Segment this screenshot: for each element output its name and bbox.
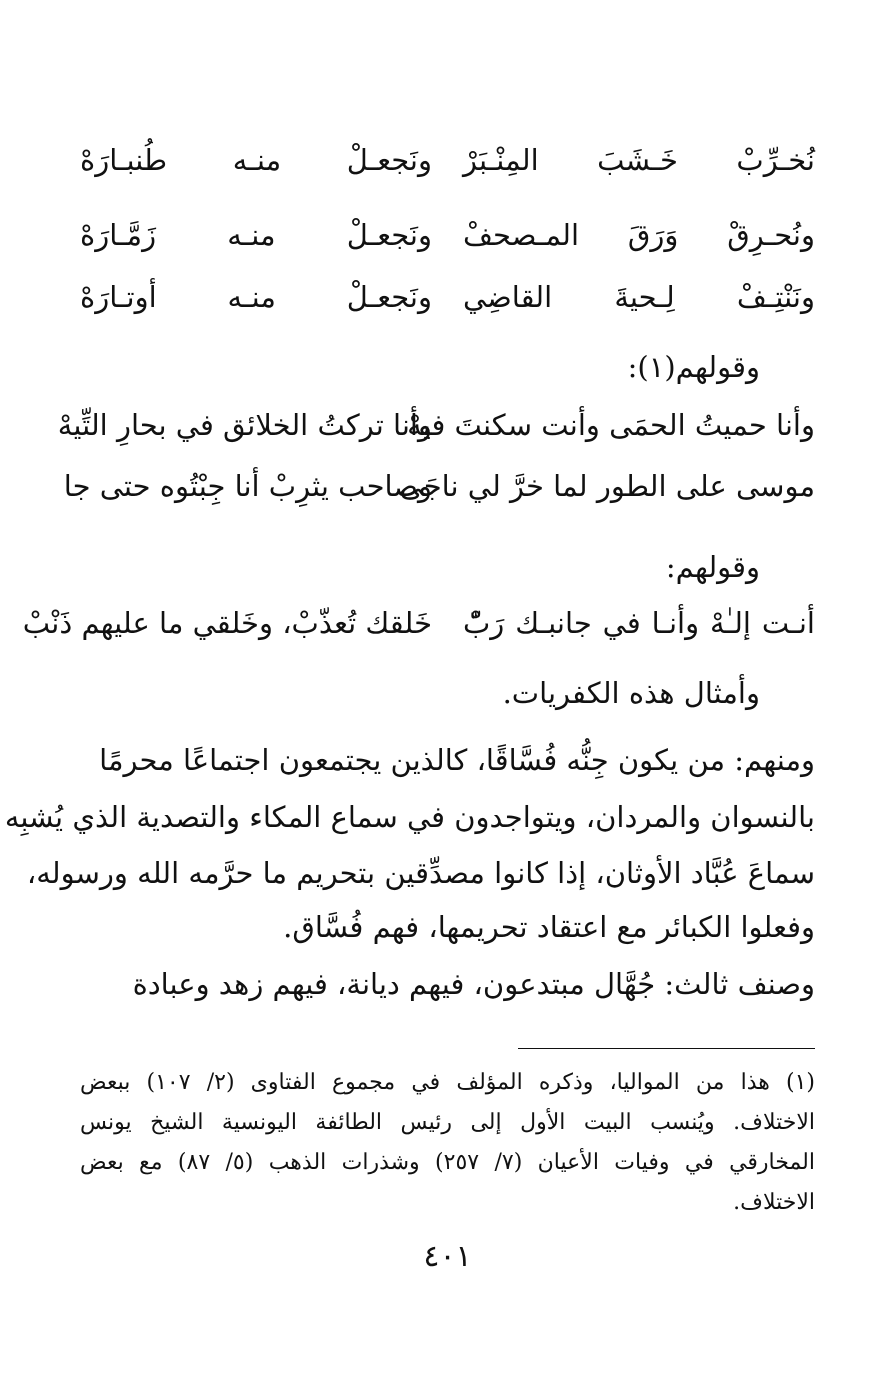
footnote-line: (١) هذا من المواليا، وذكره المؤلف في مجموع الفتاوى (٢/ ١٠٧) ببعض [80, 1070, 816, 1095]
poem-verse [80, 135, 815, 185]
verse-second-hemistich: خَلقك تُعذّبْ، وخَلقي ما عليهم ذَنْبْ [22, 606, 432, 640]
verse-first-hemistich: نُخـرِّبْ خَـشَبَ المِنْـبَرْ [463, 143, 815, 177]
page-number: ٤٠١ [423, 1239, 472, 1274]
verse-first-hemistich: ونُحـرِقْ وَرَقَ المـصحفْ [463, 218, 815, 252]
poem-verse [57, 400, 815, 450]
poem-verse [63, 461, 815, 511]
poem-verse [80, 272, 815, 322]
verse-second-hemistich: وصاحب يثرِبْ أنا جِبْتُوه حتى جا [63, 469, 432, 503]
verse-second-hemistich: ونَجعـلْ منـه زَمَّـارَهْ [80, 218, 432, 252]
paragraph-line: وفعلوا الكبائر مع اعتقاد تحريمها، فهم فُسَّاق. [283, 910, 815, 944]
verse-second-hemistich: ونَجعـلْ منـه أوتـارَهْ [80, 280, 432, 314]
book-page [4, 0, 816, 1391]
footnote-line: الاختلاف. ويُنسب البيت الأول إلى رئيس الطائفة اليونسية الشيخ يونس [80, 1110, 815, 1135]
paragraph-line: ومنهم: من يكون جِنُّه فُسَّاقًا، كالذين يجتمعون اجتماعًا محرمًا [99, 743, 815, 777]
paragraph-line: سماعَ عُبَّاد الأوثان، إذا كانوا مصدِّقين بتحريم ما حرَّمه الله ورسوله، [26, 856, 815, 890]
verse-second-hemistich: وأنا تركتُ الخلائق في بحارِ التِّيهْ [57, 408, 432, 442]
paragraph-line: بالنسوان والمردان، ويتواجدون في سماع المكاء والتصدية الذي يُشبِه [4, 800, 815, 834]
verse-first-hemistich: وأنا حميتُ الحمَى وأنت سكنتَ فيهْ [407, 408, 815, 442]
paragraph-line: وصنف ثالث: جُهَّال مبتدعون، فيهم ديانة، فيهم زهد وعبادة [132, 967, 815, 1001]
quote-intro-label: وقولهم: [665, 550, 760, 584]
poem-verse [22, 598, 815, 648]
footnote-line: المخارقي في وفيات الأعيان (٧/ ٢٥٧) وشذرات الذهب (٥/ ٨٧) مع بعض [80, 1150, 815, 1175]
verse-first-hemistich: ونَنْتِـفْ لِـحيةَ القاضِي [463, 280, 815, 314]
footnote-separator [518, 1048, 815, 1049]
closing-line: وأمثال هذه الكفريات. [502, 676, 760, 710]
footnote-line: الاختلاف. [733, 1190, 815, 1215]
verse-second-hemistich: ونَجعـلْ منـه طُنبـارَهْ [80, 143, 432, 177]
poem-verse [80, 210, 815, 260]
quote-intro-label: وقولهم(١): [627, 350, 760, 384]
verse-first-hemistich: موسى على الطور لما خرَّ لي ناجَى [399, 469, 815, 503]
verse-first-hemistich: أنـت إلـٰهْ وأنـا في جانبـك رَبّْ [463, 606, 815, 640]
